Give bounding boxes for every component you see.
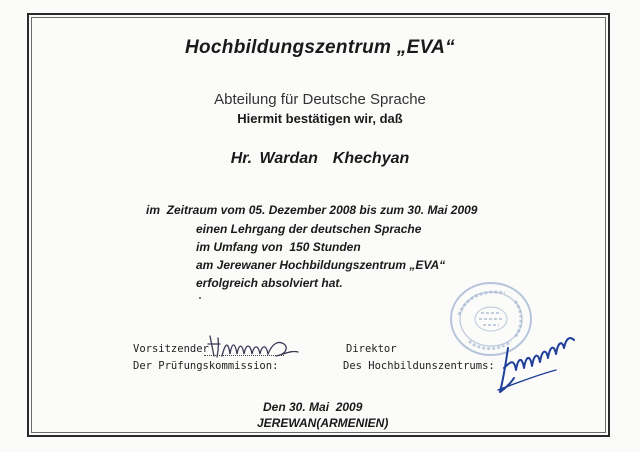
body-line-course: einen Lehrgang der deutschen Sprache xyxy=(196,222,422,236)
body-line-completed: erfolgreich absolviert hat. xyxy=(196,276,343,290)
department-line: Abteilung für Deutsche Sprache xyxy=(214,91,426,108)
certificate-title: Hochbildungszentrum „EVA“ xyxy=(185,37,455,58)
chairman-title: Vorsitzender xyxy=(133,343,209,355)
recipient-name: Hr. Wardan Khechyan xyxy=(230,150,410,167)
director-subtitle: Des Hochbildunszentrums: xyxy=(343,360,495,372)
body-line-period: im Zeitraum vom 05. Dezember 2008 bis zum 30. Mai 2009 xyxy=(146,203,478,217)
stray-dot xyxy=(199,297,201,299)
signature-icon xyxy=(494,318,582,400)
issue-place: JEREWAN(ARMENIEN) xyxy=(257,416,389,430)
body-line-institution: am Jerewaner Hochbildungszentrum „EVA“ xyxy=(196,258,446,272)
director-title: Direktor xyxy=(346,343,397,355)
chairman-subtitle: Der Prüfungskommission: xyxy=(133,360,279,372)
confirmation-line: Hiermit bestätigen wir, daß xyxy=(237,111,403,126)
issue-date: Den 30. Mai 2009 xyxy=(263,400,363,414)
signature-icon xyxy=(206,330,302,362)
body-line-hours: im Umfang von 150 Stunden xyxy=(196,240,361,254)
